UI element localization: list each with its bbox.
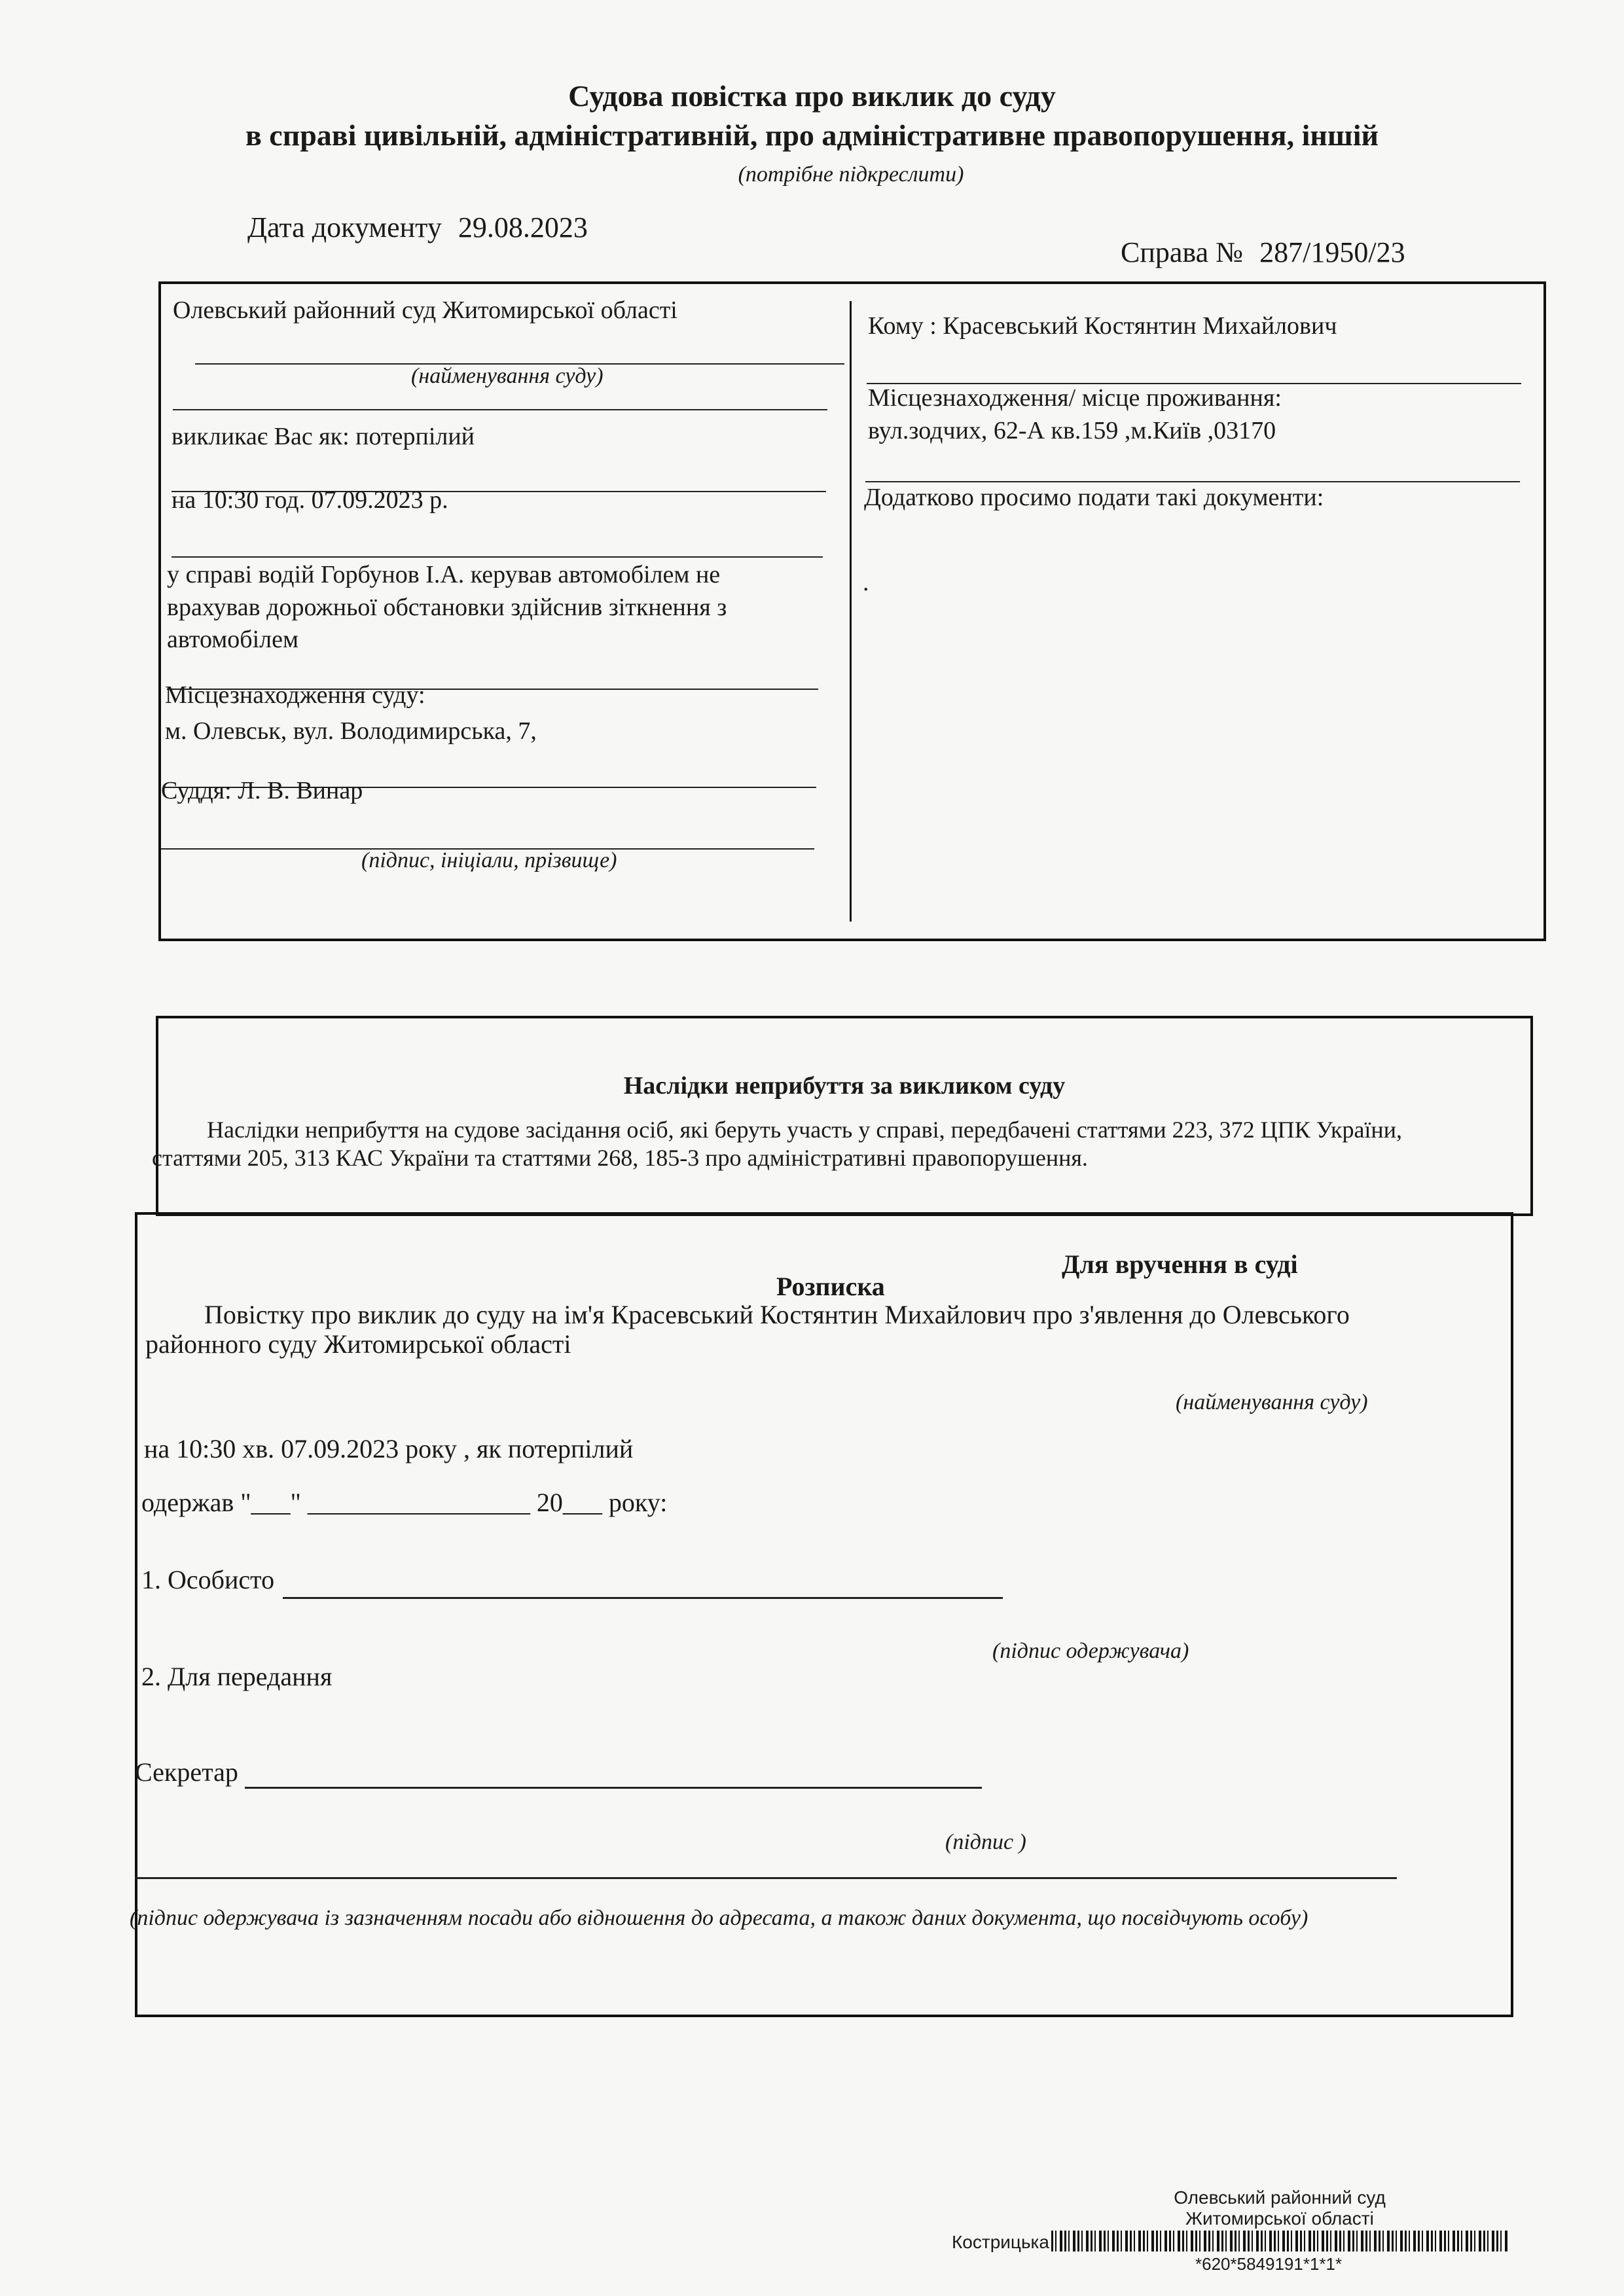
- barcode: [1051, 2231, 1509, 2251]
- judge-signature-caption: (підпис, ініціали, прізвище): [361, 848, 617, 872]
- court-location-value: м. Олевськ, вул. Володимирська, 7,: [165, 717, 537, 745]
- addressee: Кому : Красевський Костянтин Михайлович: [868, 312, 1337, 340]
- bottom-signature-line: [135, 1877, 1397, 1879]
- receipt-title: Розписка: [776, 1272, 885, 1301]
- summons-divider: [850, 301, 852, 922]
- date-value: 29.08.2023: [458, 211, 588, 243]
- for-court-label: Для вручення в суді: [1062, 1249, 1298, 1279]
- address-line: [865, 481, 1520, 482]
- consequences-line-2: статтями 205, 313 КАС України та статтями 268, 185-3 про адміністративні правопорушення.: [152, 1145, 1088, 1171]
- court-location-label: Місцезнаходження суду:: [165, 681, 425, 709]
- barcode-code: *620*5849191*1*1*: [1195, 2254, 1343, 2274]
- consequences-title: Наслідки неприбуття за викликом суду: [623, 1072, 1066, 1100]
- summons-role: викликає Вас як: потерпілий: [171, 423, 475, 450]
- clerk-name: Кострицька: [952, 2232, 1049, 2252]
- court-name-caption: (найменування суду): [411, 364, 604, 388]
- personally-signature-line: [283, 1597, 1003, 1599]
- case-description-2: врахував дорожньої обстановки здійснив зіткнення з: [167, 594, 727, 621]
- receipt-line-1: Повістку про виклик до суду на ім'я Красевський Костянтин Михайлович про з'явлення до Олевського: [204, 1300, 1350, 1329]
- receipt-time: на 10:30 хв. 07.09.2023 року , як потерпілий: [144, 1434, 634, 1463]
- document-date: [247, 211, 588, 244]
- court-name: Олевський районний суд Житомирської області: [173, 296, 677, 324]
- consequences-line-1: Наслідки неприбуття на судове засідання осіб, які беруть участь у справі, передбачені статтями 223, 372 ЦПК України,: [207, 1117, 1402, 1143]
- case-description-3: автомобілем: [167, 626, 299, 653]
- document-title: Судова повістка про виклик до суду: [568, 79, 1056, 113]
- transfer-label: 2. Для передання: [141, 1662, 333, 1691]
- judge-name: Суддя: Л. В. Винар: [161, 777, 363, 804]
- time-line: [171, 556, 823, 558]
- receipt-court-caption: (найменування суду): [1176, 1390, 1368, 1414]
- stamp-line-2: Житомирської області: [1185, 2208, 1374, 2229]
- case-value: 287/1950/23: [1259, 236, 1405, 268]
- documents-label: Додатково просимо подати такі документи:: [864, 484, 1324, 511]
- secretary-signature-line: [245, 1787, 982, 1789]
- case-number: [1121, 236, 1405, 269]
- recipient-signature-caption: (підпис одержувача): [992, 1639, 1189, 1663]
- personally-label: 1. Особисто: [141, 1565, 275, 1594]
- underline-note: (потрібне підкреслити): [738, 162, 964, 187]
- court-stamp: [1172, 2187, 1388, 2229]
- case-label: Справа №: [1121, 236, 1244, 268]
- secretary-signature-caption: (підпис ): [945, 1830, 1026, 1854]
- address-label: Місцезнаходження/ місце проживання:: [868, 384, 1282, 412]
- documents-value: .: [863, 569, 869, 596]
- case-description-1: у справі водій Горбунов І.А. керував автомобілем не: [167, 561, 721, 588]
- received-date: одержав "___" _________________ 20___ року:: [141, 1488, 668, 1517]
- separator-line: [173, 409, 827, 410]
- receipt-line-2: районного суду Житомирської області: [145, 1329, 571, 1359]
- hearing-time: на 10:30 год. 07.09.2023 р.: [171, 486, 448, 514]
- document-subtitle: в справі цивільній, адміністративній, про адміністративне правопорушення, іншій: [245, 118, 1379, 152]
- stamp-line-1: Олевський районний суд: [1174, 2187, 1386, 2208]
- secretary-label: Секретар: [135, 1757, 238, 1787]
- date-label: Дата документу: [247, 211, 442, 243]
- bottom-caption: (підпис одержувача із зазначенням посади або відношення до адресата, а також даних документа, що посвідчують особу): [130, 1906, 1308, 1930]
- address-value: вул.зодчих, 62-А кв.159 ,м.Київ ,03170: [868, 417, 1276, 444]
